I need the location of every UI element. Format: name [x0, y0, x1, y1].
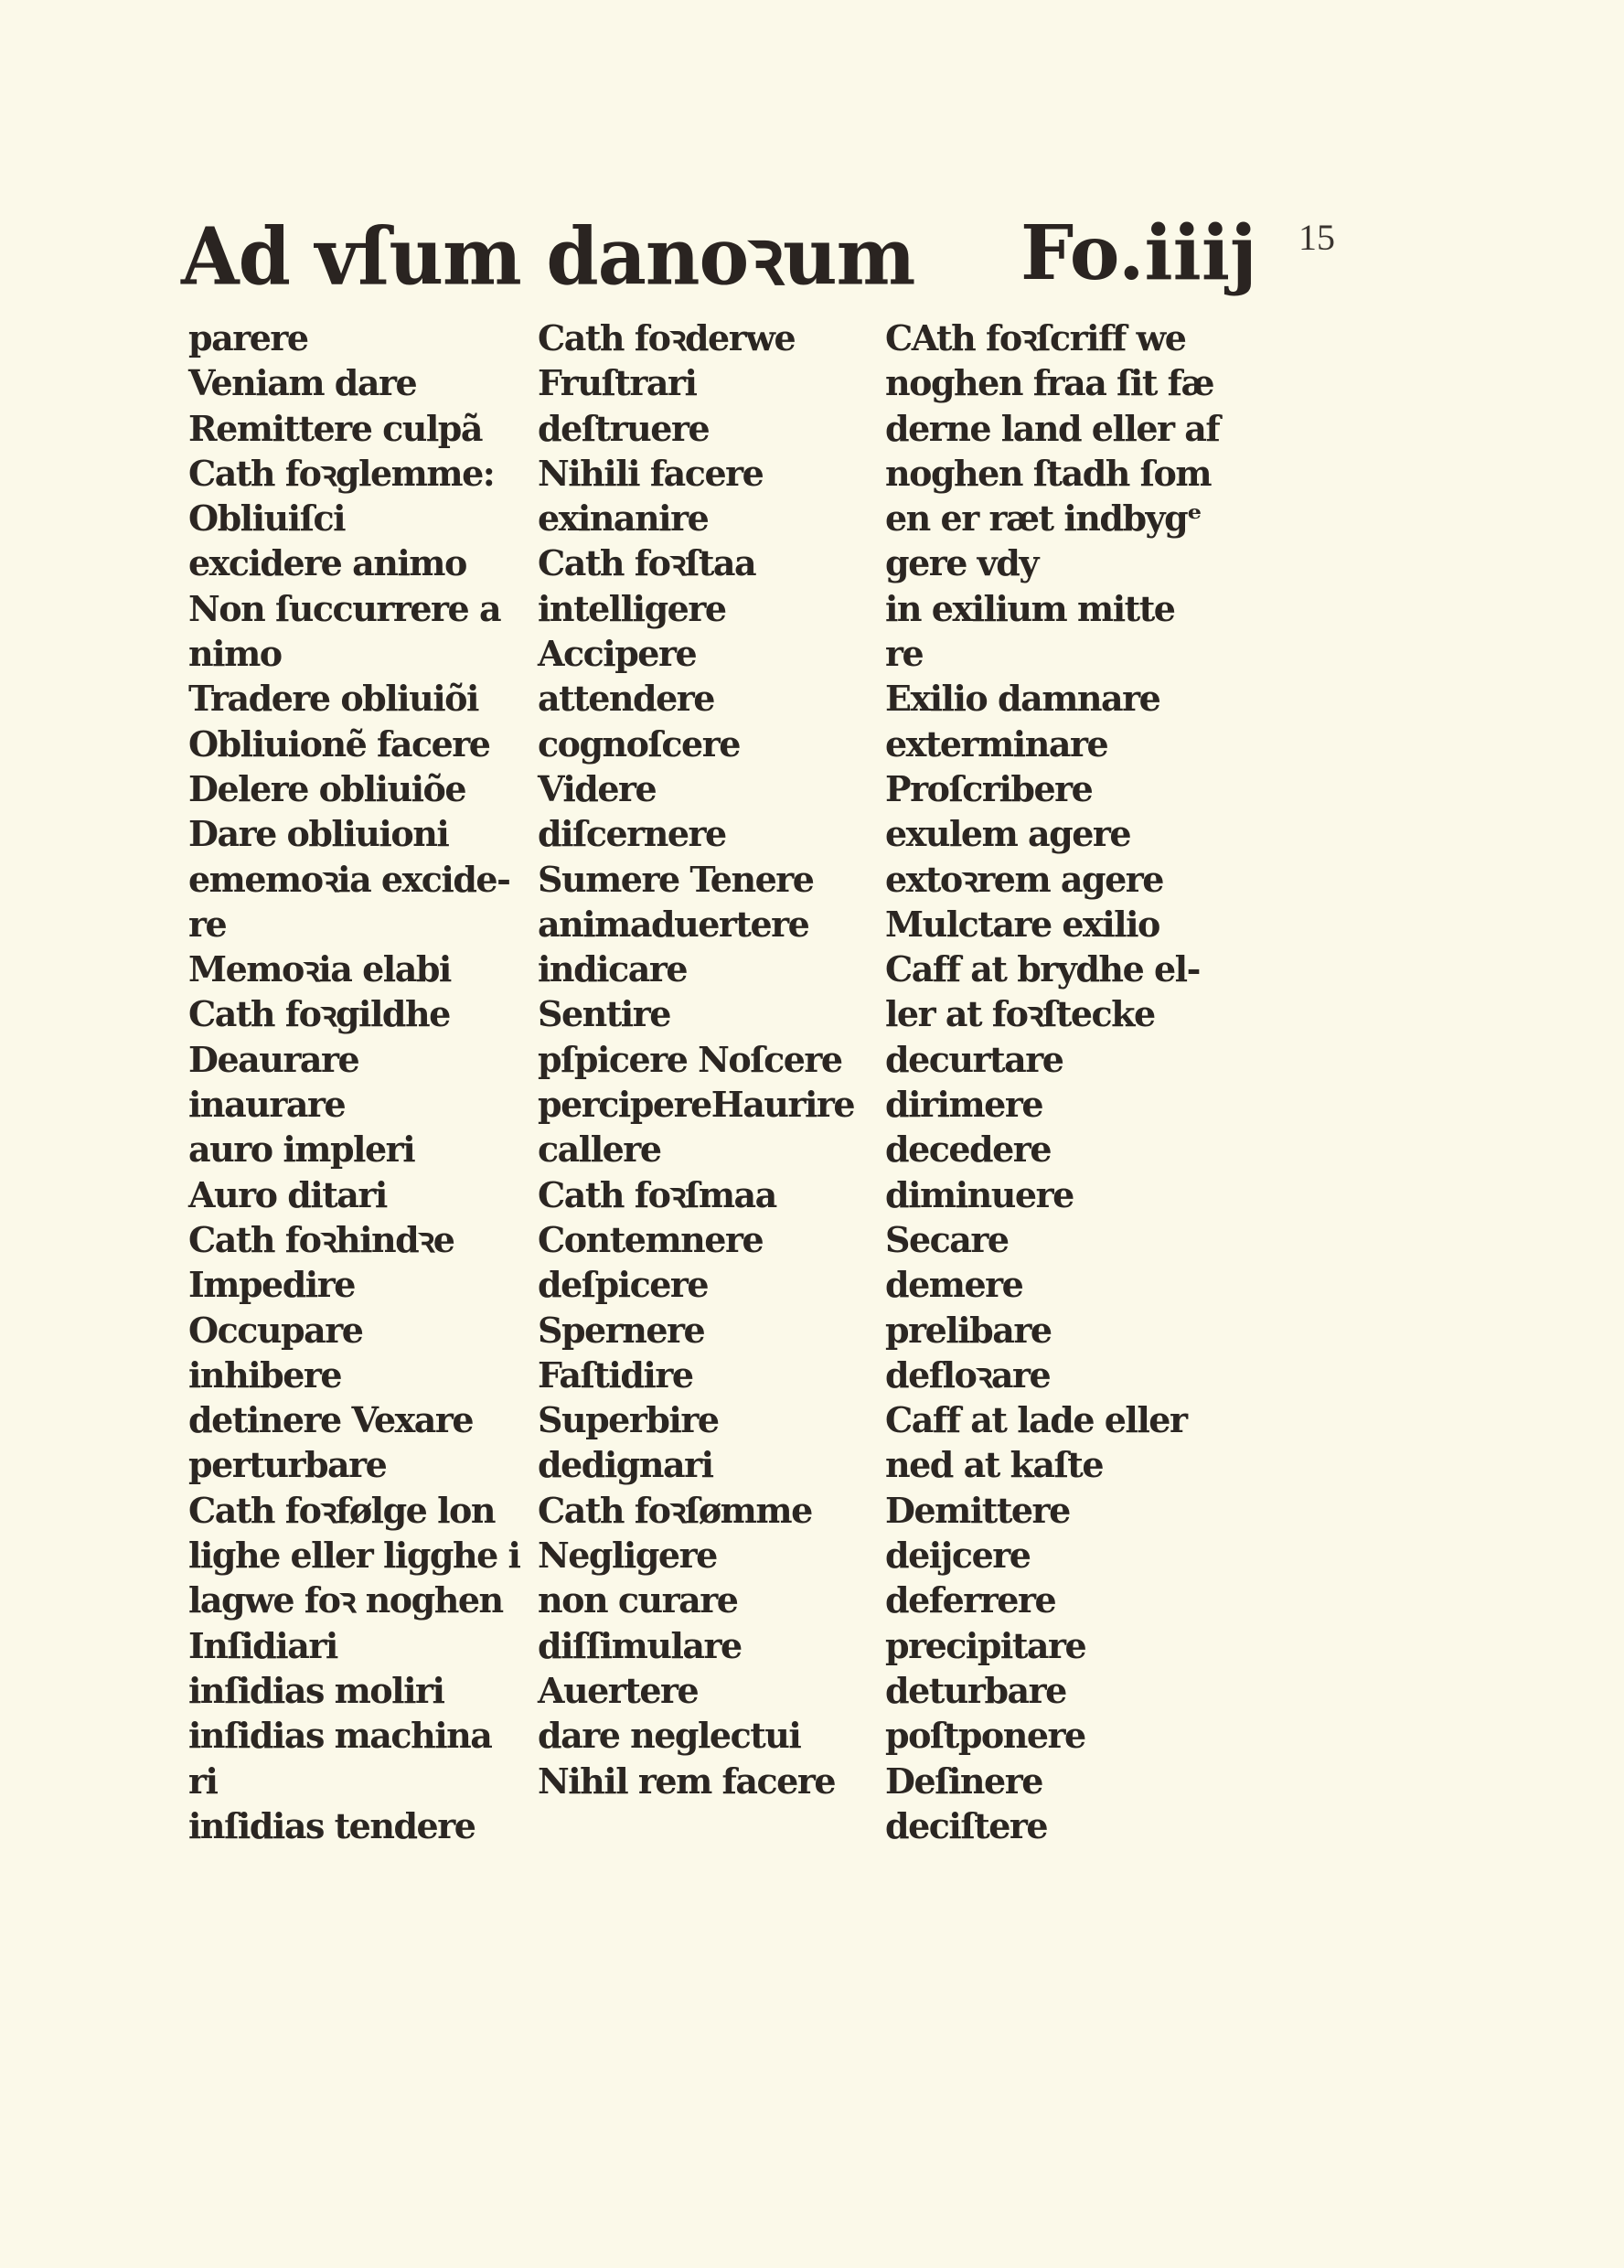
column-line: inſidias machina	[188, 1715, 492, 1757]
column-line: dare neglectui	[538, 1715, 801, 1757]
column-line: Sentire	[538, 993, 670, 1035]
column-line: lagwe foꝛ noghen	[188, 1579, 503, 1621]
column-line: gere vdy	[885, 542, 1038, 584]
column-line: deferrere	[885, 1579, 1056, 1621]
column-line: derne land eller af	[885, 407, 1220, 449]
column-line: en er ræt indbygᵉ	[885, 497, 1202, 540]
running-head: Ad vſum danoꝛum	[181, 210, 915, 304]
column-line: Cath foꝛſmaa	[538, 1173, 776, 1215]
column-line: Obliuiſci	[188, 497, 346, 540]
column-line: Inſidiari	[188, 1624, 337, 1666]
column-line: pſpicere Noſcere	[538, 1038, 842, 1080]
column-line: deijcere	[885, 1535, 1031, 1577]
column-line: extoꝛrem agere	[885, 858, 1163, 900]
column-line: poſtponere	[885, 1715, 1085, 1757]
column-line: parere	[188, 317, 308, 358]
column-line: auro impleri	[188, 1129, 415, 1171]
column-line: Veniam dare	[188, 362, 417, 404]
column-line: defloꝛare	[885, 1353, 1051, 1396]
column-line: Mulctare exilio	[885, 903, 1159, 945]
column-line: Occupare	[188, 1309, 363, 1351]
column-line: Cath foꝛderwe	[538, 317, 796, 358]
folio-number: Fo.iiij	[1020, 209, 1257, 297]
column-line: indicare	[538, 948, 688, 990]
column-line: Contemnere	[538, 1218, 764, 1260]
column-line: Secare	[885, 1218, 1009, 1260]
column-line: intelligere	[538, 587, 726, 629]
column-line: inſidias moliri	[188, 1669, 444, 1711]
column-line: inſidias tendere	[188, 1804, 475, 1846]
column-line: Auertere	[538, 1669, 699, 1711]
column-line: Spernere	[538, 1309, 705, 1351]
column-line: CAth foꝛſcriff we	[885, 317, 1186, 358]
column-line: Sumere Tenere	[538, 858, 814, 900]
column-line: excidere animo	[188, 542, 466, 584]
column-line: Cath foꝛhindꝛe	[188, 1218, 454, 1260]
column-line: lighe eller ligghe i	[188, 1535, 520, 1577]
column-line: detinere Vexare	[188, 1399, 474, 1441]
column-line: ler at foꝛſtecke	[885, 993, 1155, 1035]
column-line: Dare obliuioni	[188, 813, 449, 855]
column-line: noghen ſtadh ſom	[885, 452, 1212, 494]
column-line: Proſcribere	[885, 767, 1093, 809]
column-line: Cath foꝛglemme:	[188, 452, 495, 494]
column-line: deſtruere	[538, 407, 710, 449]
column-line: exulem agere	[885, 813, 1131, 855]
column-line: re	[188, 903, 227, 945]
page-number: 15	[1298, 217, 1335, 258]
column-line: Non ſuccurrere a	[188, 587, 501, 629]
column-line: Exilio damnare	[885, 678, 1160, 720]
column-line: noghen fraa ſit fæ	[885, 362, 1214, 404]
column-line: ned at kaſte	[885, 1444, 1104, 1486]
column-line: Nihil rem facere	[538, 1760, 836, 1802]
column-line: Caff at lade eller	[885, 1399, 1187, 1441]
column-line: Superbire	[538, 1399, 719, 1441]
column-line: Auro ditari	[188, 1173, 387, 1215]
column-line: nimo	[188, 633, 282, 675]
column-line: demere	[885, 1264, 1023, 1306]
column-line: Cath foꝛſtaa	[538, 542, 756, 584]
column-line: Remittere culpã	[188, 407, 483, 449]
column-line: Obliuionẽ facere	[188, 722, 490, 765]
column-line: re	[885, 633, 924, 675]
column-line: animaduertere	[538, 903, 809, 945]
column-line: Deſinere	[885, 1760, 1042, 1802]
column-line: inaurare	[188, 1084, 346, 1126]
column-line: diminuere	[885, 1173, 1074, 1215]
column-line: inhibere	[188, 1353, 342, 1396]
column-line: dedignari	[538, 1444, 713, 1486]
column-line: in exilium mitte	[885, 587, 1175, 629]
column-line: deciſtere	[885, 1804, 1048, 1846]
column-line: deſpicere	[538, 1264, 709, 1306]
text-column-right	[885, 316, 1233, 1848]
column-line: Videre	[538, 767, 657, 809]
column-line: Tradere obliuiõi	[188, 678, 478, 720]
column-line: Caff at brydhe el-	[885, 948, 1200, 990]
column-line: callere	[538, 1129, 661, 1171]
column-line: Accipere	[538, 633, 697, 675]
column-line: diſcernere	[538, 813, 726, 855]
column-line: dirimere	[885, 1084, 1043, 1126]
column-line: Demittere	[885, 1489, 1070, 1531]
column-line: Nihili facere	[538, 452, 764, 494]
column-line: deturbare	[885, 1669, 1066, 1711]
column-line: Cath foꝛfølge lon	[188, 1489, 495, 1531]
column-line: diſſimulare	[538, 1624, 742, 1666]
column-line: exinanire	[538, 497, 709, 540]
column-line: Cath foꝛſømme	[538, 1489, 812, 1531]
column-line: Deaurare	[188, 1038, 359, 1080]
column-line: exterminare	[885, 722, 1108, 765]
column-line: cognoſcere	[538, 722, 740, 765]
column-line: precipitare	[885, 1624, 1086, 1666]
text-column-middle	[538, 316, 878, 1803]
column-line: Fruſtrari	[538, 362, 697, 404]
column-line: attendere	[538, 678, 714, 720]
column-line: non curare	[538, 1579, 738, 1621]
column-line: Impedire	[188, 1264, 355, 1306]
column-line: decedere	[885, 1129, 1052, 1171]
column-line: Faſtidire	[538, 1353, 693, 1396]
text-column-left	[188, 316, 536, 1848]
column-line: ememoꝛia excide-	[188, 858, 510, 900]
column-line: prelibare	[885, 1309, 1052, 1351]
column-line: percipereHaurire	[538, 1084, 855, 1126]
column-line: decurtare	[885, 1038, 1063, 1080]
column-line: Memoꝛia elabi	[188, 948, 451, 990]
column-line: Delere obliuiõe	[188, 767, 466, 809]
column-line: ri	[188, 1760, 218, 1802]
column-line: perturbare	[188, 1444, 387, 1486]
column-line: Negligere	[538, 1535, 717, 1577]
column-line: Cath foꝛgildhe	[188, 993, 450, 1035]
